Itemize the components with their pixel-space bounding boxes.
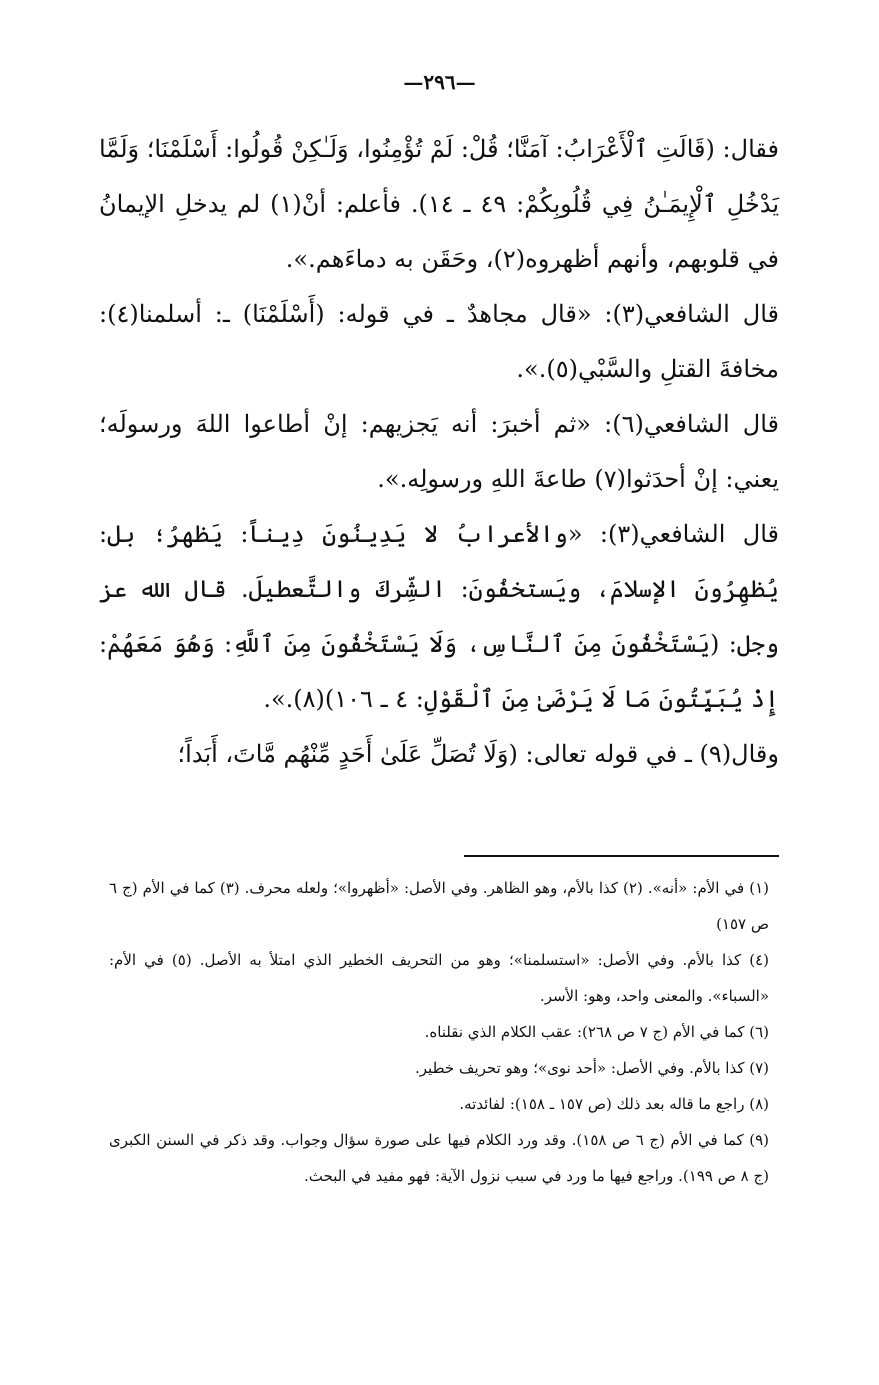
paragraph-shafii-reward: قال الشافعي(٦): «ثم أخبرَ: أنه يَجزيهم: إنْ أطاعوا اللهَ ورسولَه؛ يعني: إنْ أحدَثوا(٧) طاعةَ اللهِ ورسولِه.». <box>99 410 779 493</box>
footnote-divider <box>464 855 779 857</box>
footnote-line: (٨) راجع ما قاله بعد ذلك (ص ١٥٧ ـ ١٥٨): لفائدته. <box>459 1095 769 1113</box>
paragraph-shafii-bedouins: قال الشافعي(٣): «والأعرابُ لا يَدِينُونَ دِيناً: يَظهرُ؛ بل: يُظهِرُونَ الإسلامَ، ويَستخفُونَ: الشِّركَ والتَّعطيلَ. قال الله عز وجل: (يَسْتَخْفُونَ مِنَ ٱلنَّاسِ، وَلَا يَسْتَخْفُونَ مِنَ ٱللَّهِ: وَهُوَ مَعَهُمْ: إِذْ يُبَيِّتُونَ مَا لَا يَرْضَىٰ مِنَ ٱلْقَوْلِ: ٤ ـ ١٠٦)(٨).». <box>99 520 780 713</box>
footnote-line: (٤) كذا بالأم. وفي الأصل: «استسلمنا»؛ وهو من التحريف الخطير الذي امتلأ به الأصل. (٥) في الأم: «السباء». والمعنى واحد، وهو: الأسر. <box>109 951 769 1005</box>
footnote-line: (٧) كذا بالأم. وفي الأصل: «أحد نوى»؛ وهو تحريف خطير. <box>415 1059 769 1077</box>
paragraph-quran-verse: فقال: (قَالَتِ ٱلْأَعْرَابُ: آمَنَّا؛ قُلْ: لَمْ تُؤْمِنُوا، وَلَـٰكِنْ قُولُوا: أَسْلَمْنَا؛ وَلَمَّا يَدْخُلِ ٱلْإِيمَـٰنُ فِي قُلُوبِكُمْ: ٤٩ ـ ١٤). فأعلم: أنْ(١) لم يدخلِ الإيمانُ في قلوبهم، وأنهم أظهروه(٢)، وحَقَن به دماءَهم.». <box>99 135 780 273</box>
paragraph-shafii-mujahid: قال الشافعي(٣): «قال مجاهدٌ ـ في قوله: (أَسْلَمْنَا) ـ: أسلمنا(٤): مخافةَ القتلِ والسَّبْي(٥).». <box>99 300 779 383</box>
footnote-line: (٩) كما في الأم (ج ٦ ص ١٥٨). وقد ورد الكلام فيها على صورة سؤال وجواب. وقد ذكر في السنن الكبرى (ج ٨ ص ١٩٩). وراجع فيها ما ورد في سبب نزول الآية: فهو مفيد في البحث. <box>109 1131 770 1185</box>
footnotes <box>109 870 769 1194</box>
main-text <box>99 122 779 782</box>
footnote-line: (٦) كما في الأم (ج ٧ ص ٢٦٨): عقب الكلام الذي نقلناه. <box>424 1023 769 1041</box>
footnote-line: (١) في الأم: «أنه». (٢) كذا بالأم، وهو الظاهر. وفي الأصل: «أظهروا»؛ ولعله محرف. (٣) كما في الأم (ج ٦ ص ١٥٧) <box>109 879 769 933</box>
paragraph-prayer-verse: وقال(٩) ـ في قوله تعالى: (وَلَا تُصَلِّ عَلَىٰ أَحَدٍ مِّنْهُم مَّاتَ، أَبَداً؛ <box>177 740 779 768</box>
page-number: —٢٩٦— <box>403 70 476 94</box>
